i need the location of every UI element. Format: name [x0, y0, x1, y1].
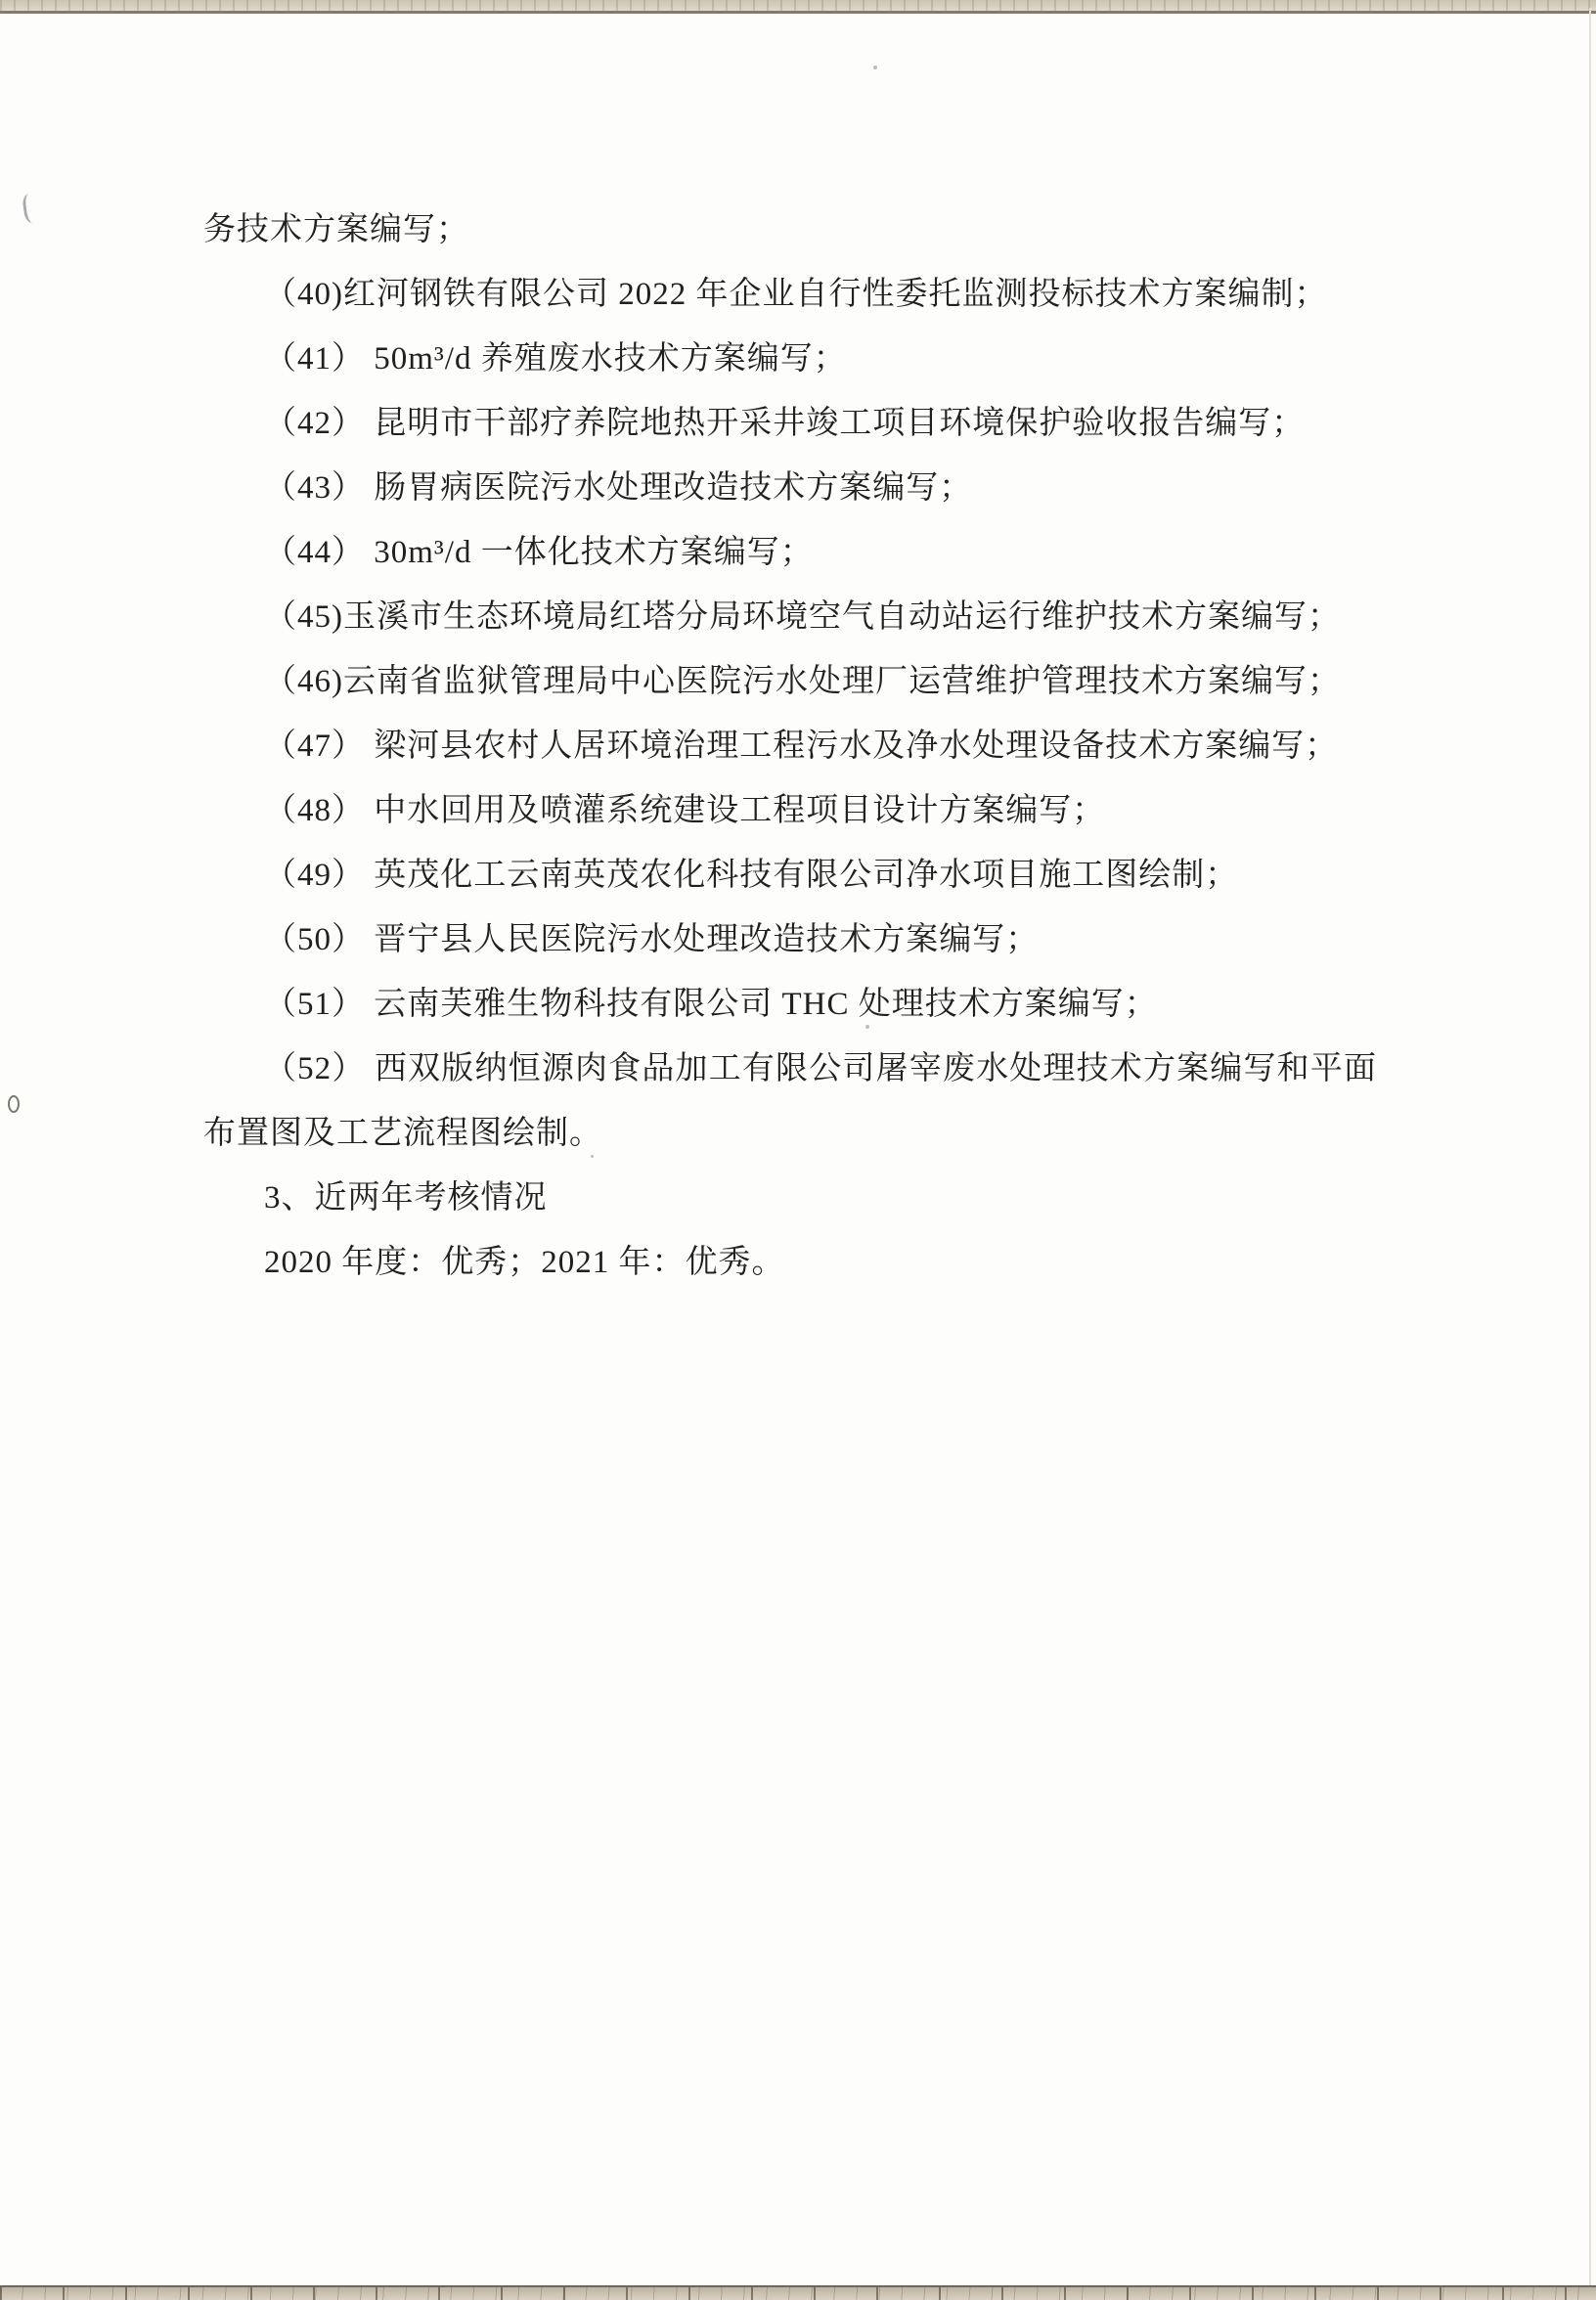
list-item: （46)云南省监狱管理局中心医院污水处理厂运营维护管理技术方案编写； [264, 664, 1341, 699]
scan-edge-bottom [0, 2285, 1596, 2300]
list-item: （52） 西双版纳恒源肉食品加工有限公司屠宰废水处理技术方案编写和平面布置图及工艺流程图绘制。 [203, 1051, 1377, 1151]
list-item: （47） 梁河县农村人居环境治理工程污水及净水处理设备技术方案编写； [264, 729, 1339, 764]
list-item: （43） 肠胃病医院污水处理改造技术方案编写； [264, 470, 973, 506]
scan-artifact [873, 66, 877, 69]
scan-edge-top [0, 0, 1596, 14]
list-item: （40)红河钢铁有限公司 2022 年企业自行性委托监测投标技术方案编制； [264, 277, 1328, 312]
scan-artifact [865, 1025, 869, 1029]
scan-artifact [22, 193, 40, 224]
list-item: （44） 30m³/d 一体化技术方案编写； [264, 535, 814, 570]
list-item: （42） 昆明市干部疗养院地热开采井竣工项目环境保护验收报告编写； [264, 406, 1306, 441]
list-item: （50） 晋宁县人民医院污水处理改造技术方案编写； [264, 922, 1040, 957]
scan-artifact [8, 1095, 20, 1113]
list-item: （41） 50m³/d 养殖废水技术方案编写； [264, 341, 847, 376]
scan-edge-right [1589, 8, 1591, 2290]
assessment-line: 2020 年度：优秀；2021 年：优秀。 [264, 1245, 785, 1280]
list-item: （45)玉溪市生态环境局红塔分局环境空气自动站运行维护技术方案编写； [264, 599, 1341, 635]
list-item: （49） 英茂化工云南英茂农化科技有限公司净水项目施工图绘制； [264, 858, 1239, 893]
document-body [203, 198, 1377, 1295]
list-item: （51） 云南芙雅生物科技有限公司 THC 处理技术方案编写； [264, 987, 1158, 1022]
scan-artifact [591, 1155, 594, 1158]
paragraph-continuation: 务技术方案编写； [203, 212, 469, 247]
list-item: （48） 中水回用及喷灌系统建设工程项目设计方案编写； [264, 793, 1106, 828]
project-list [203, 262, 1377, 1166]
section-heading: 3、近两年考核情况 [264, 1180, 548, 1216]
